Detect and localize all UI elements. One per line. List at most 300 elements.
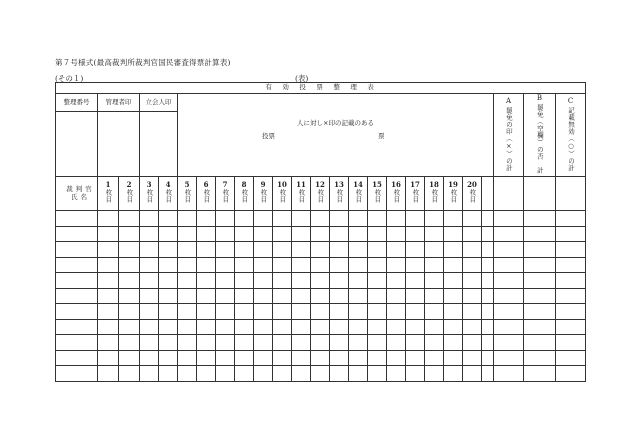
table-cell[interactable]	[98, 242, 119, 258]
table-cell[interactable]	[254, 350, 273, 366]
table-cell[interactable]	[524, 350, 556, 366]
table-cell[interactable]	[178, 257, 197, 273]
table-cell[interactable]	[292, 335, 311, 351]
table-cell[interactable]	[273, 257, 292, 273]
table-cell[interactable]	[349, 319, 368, 335]
table-cell[interactable]	[98, 226, 119, 242]
table-cell[interactable]	[349, 211, 368, 227]
table-cell[interactable]	[159, 335, 178, 351]
table-cell[interactable]	[463, 319, 482, 335]
vote-count-suffix: 枚目	[145, 189, 154, 204]
table-cell[interactable]	[330, 366, 349, 382]
part-label: (その１)	[55, 74, 84, 83]
table-cell[interactable]	[119, 257, 140, 273]
table-cell[interactable]	[56, 257, 98, 273]
table-cell[interactable]	[425, 226, 444, 242]
table-cell[interactable]	[273, 304, 292, 320]
table-cell[interactable]	[56, 366, 98, 382]
table-cell[interactable]	[463, 273, 482, 289]
table-cell[interactable]	[494, 288, 524, 304]
table-cell[interactable]	[292, 257, 311, 273]
vote-number-header	[444, 177, 463, 211]
table-cell[interactable]	[119, 226, 140, 242]
table-cell[interactable]	[197, 211, 216, 227]
table-cell[interactable]	[119, 335, 140, 351]
table-cell[interactable]	[56, 226, 98, 242]
table-cell[interactable]	[406, 319, 425, 335]
table-cell[interactable]	[178, 319, 197, 335]
table-cell[interactable]	[178, 335, 197, 351]
table-cell[interactable]	[159, 226, 178, 242]
table-cell[interactable]	[178, 350, 197, 366]
table-cell[interactable]	[140, 288, 159, 304]
table-cell[interactable]	[368, 366, 387, 382]
table-cell[interactable]	[425, 242, 444, 258]
table-cell[interactable]	[119, 350, 140, 366]
table-cell[interactable]	[197, 242, 216, 258]
table-cell[interactable]	[425, 211, 444, 227]
table-cell[interactable]	[368, 257, 387, 273]
table-cell[interactable]	[216, 335, 235, 351]
table-cell[interactable]	[494, 319, 524, 335]
table-cell[interactable]	[368, 288, 387, 304]
table-cell[interactable]	[56, 288, 98, 304]
table-cell[interactable]	[254, 366, 273, 382]
table-cell[interactable]	[273, 211, 292, 227]
table-cell[interactable]	[494, 242, 524, 258]
table-cell[interactable]	[311, 350, 330, 366]
table-cell[interactable]	[197, 226, 216, 242]
table-cell[interactable]	[159, 257, 178, 273]
table-cell[interactable]	[98, 304, 119, 320]
table-cell[interactable]	[98, 211, 119, 227]
table-cell[interactable]	[197, 304, 216, 320]
table-cell[interactable]	[140, 257, 159, 273]
table-cell[interactable]	[292, 226, 311, 242]
table-cell[interactable]	[216, 304, 235, 320]
table-cell[interactable]	[406, 350, 425, 366]
table-cell[interactable]	[119, 211, 140, 227]
table-cell[interactable]	[98, 288, 119, 304]
table-cell[interactable]	[254, 242, 273, 258]
table-cell[interactable]	[425, 273, 444, 289]
table-cell[interactable]	[178, 226, 197, 242]
table-cell[interactable]	[463, 288, 482, 304]
table-cell[interactable]	[98, 335, 119, 351]
table-cell[interactable]	[494, 211, 524, 227]
table-cell[interactable]	[119, 273, 140, 289]
table-cell[interactable]	[482, 350, 494, 366]
table-cell[interactable]	[482, 273, 494, 289]
marked-votes-line1: 人に対し×印の記載のある	[297, 119, 374, 127]
table-cell[interactable]	[387, 257, 406, 273]
table-cell[interactable]	[254, 319, 273, 335]
vote-count-suffix: 枚目	[202, 189, 211, 204]
vote-count-suffix: 枚目	[278, 189, 287, 204]
table-cell[interactable]	[425, 257, 444, 273]
table-cell[interactable]	[330, 257, 349, 273]
table-cell[interactable]	[368, 226, 387, 242]
table-cell[interactable]	[368, 319, 387, 335]
table-cell[interactable]	[494, 366, 524, 382]
judge-name-label-1: 裁判官	[66, 185, 95, 194]
table-cell[interactable]	[368, 273, 387, 289]
table-cell[interactable]	[524, 257, 556, 273]
table-cell[interactable]	[330, 242, 349, 258]
table-cell[interactable]	[273, 335, 292, 351]
table-cell[interactable]	[140, 304, 159, 320]
table-cell[interactable]	[140, 335, 159, 351]
table-cell[interactable]	[311, 319, 330, 335]
vote-number-header	[197, 177, 216, 211]
table-cell[interactable]	[425, 288, 444, 304]
table-cell[interactable]	[406, 257, 425, 273]
seiri-bango-cell	[56, 111, 98, 176]
table-cell[interactable]	[98, 257, 119, 273]
table-cell[interactable]	[349, 304, 368, 320]
table-cell[interactable]	[292, 242, 311, 258]
table-cell[interactable]	[330, 319, 349, 335]
table-cell[interactable]	[273, 273, 292, 289]
table-cell[interactable]	[368, 350, 387, 366]
table-cell[interactable]	[56, 319, 98, 335]
table-cell[interactable]	[273, 319, 292, 335]
table-cell[interactable]	[197, 273, 216, 289]
table-cell[interactable]	[98, 350, 119, 366]
table-cell[interactable]	[482, 288, 494, 304]
table-cell[interactable]	[349, 242, 368, 258]
table-cell[interactable]	[56, 211, 98, 227]
table-cell[interactable]	[463, 211, 482, 227]
table-cell[interactable]	[235, 350, 254, 366]
table-cell[interactable]	[406, 335, 425, 351]
table-cell[interactable]	[556, 366, 586, 382]
table-cell[interactable]	[330, 273, 349, 289]
table-cell[interactable]	[482, 257, 494, 273]
table-cell[interactable]	[292, 273, 311, 289]
table-cell[interactable]	[556, 211, 586, 227]
table-cell[interactable]	[235, 335, 254, 351]
vote-number-header	[119, 177, 140, 211]
table-cell[interactable]	[235, 211, 254, 227]
table-cell[interactable]	[387, 288, 406, 304]
table-cell[interactable]	[387, 273, 406, 289]
table-cell[interactable]	[330, 211, 349, 227]
column-c-letter: C	[567, 96, 574, 105]
table-cell[interactable]	[463, 242, 482, 258]
table-cell[interactable]	[311, 211, 330, 227]
table-cell[interactable]	[273, 288, 292, 304]
table-cell[interactable]	[524, 366, 556, 382]
table-cell[interactable]	[159, 366, 178, 382]
table-cell[interactable]	[482, 304, 494, 320]
table-cell[interactable]	[494, 257, 524, 273]
table-cell[interactable]	[556, 242, 586, 258]
vote-number-header	[235, 177, 254, 211]
table-cell[interactable]	[292, 366, 311, 382]
table-cell[interactable]	[311, 242, 330, 258]
table-cell[interactable]	[159, 319, 178, 335]
table-cell[interactable]	[463, 350, 482, 366]
table-cell[interactable]	[406, 211, 425, 227]
blank-header-cell	[524, 177, 556, 211]
table-cell[interactable]	[444, 304, 463, 320]
table-cell[interactable]	[292, 288, 311, 304]
table-cell[interactable]	[216, 288, 235, 304]
table-cell[interactable]	[556, 335, 586, 351]
table-cell[interactable]	[556, 226, 586, 242]
table-cell[interactable]	[444, 319, 463, 335]
table-cell[interactable]	[444, 288, 463, 304]
table-cell[interactable]	[254, 304, 273, 320]
table-cell[interactable]	[292, 350, 311, 366]
table-cell[interactable]	[197, 288, 216, 304]
table-cell[interactable]	[444, 335, 463, 351]
table-cell[interactable]	[387, 304, 406, 320]
table-cell[interactable]	[463, 366, 482, 382]
vote-number: 4	[165, 180, 171, 190]
table-cell[interactable]	[197, 319, 216, 335]
table-cell[interactable]	[406, 273, 425, 289]
table-cell[interactable]	[178, 288, 197, 304]
tachiainin-in-header: 立会人印	[140, 94, 178, 112]
table-cell[interactable]	[425, 304, 444, 320]
table-cell[interactable]	[494, 304, 524, 320]
table-cell[interactable]	[159, 350, 178, 366]
table-cell[interactable]	[387, 211, 406, 227]
table-cell[interactable]	[216, 319, 235, 335]
table-cell[interactable]	[406, 366, 425, 382]
table-cell[interactable]	[273, 366, 292, 382]
table-cell[interactable]	[98, 366, 119, 382]
table-cell[interactable]	[311, 273, 330, 289]
table-cell[interactable]	[216, 350, 235, 366]
table-cell[interactable]	[56, 242, 98, 258]
table-cell[interactable]	[494, 335, 524, 351]
table-cell[interactable]	[463, 226, 482, 242]
table-cell[interactable]	[235, 242, 254, 258]
table-cell[interactable]	[273, 350, 292, 366]
table-cell[interactable]	[119, 288, 140, 304]
table-cell[interactable]	[197, 257, 216, 273]
table-cell[interactable]	[524, 335, 556, 351]
table-cell[interactable]	[556, 257, 586, 273]
table-cell[interactable]	[273, 226, 292, 242]
table-cell[interactable]	[140, 226, 159, 242]
table-cell[interactable]	[178, 211, 197, 227]
table-cell[interactable]	[235, 304, 254, 320]
table-cell[interactable]	[368, 211, 387, 227]
table-cell[interactable]	[349, 257, 368, 273]
table-cell[interactable]	[273, 242, 292, 258]
table-cell[interactable]	[330, 226, 349, 242]
table-cell[interactable]	[387, 319, 406, 335]
table-cell[interactable]	[330, 304, 349, 320]
table-cell[interactable]	[216, 211, 235, 227]
table-cell[interactable]	[406, 288, 425, 304]
judge-name-header	[56, 177, 98, 211]
table-cell[interactable]	[482, 211, 494, 227]
table-cell[interactable]	[349, 350, 368, 366]
table-cell[interactable]	[524, 304, 556, 320]
table-cell[interactable]	[178, 273, 197, 289]
table-cell[interactable]	[311, 226, 330, 242]
table-cell[interactable]	[368, 304, 387, 320]
table-cell[interactable]	[368, 242, 387, 258]
table-cell[interactable]	[235, 319, 254, 335]
table-cell[interactable]	[349, 335, 368, 351]
table-cell[interactable]	[556, 350, 586, 366]
table-cell[interactable]	[292, 319, 311, 335]
table-cell[interactable]	[330, 288, 349, 304]
table-cell[interactable]	[140, 366, 159, 382]
table-cell[interactable]	[349, 288, 368, 304]
table-cell[interactable]	[444, 242, 463, 258]
vote-count-suffix: 枚目	[221, 189, 230, 204]
table-cell[interactable]	[178, 304, 197, 320]
vote-count-suffix: 枚目	[392, 189, 401, 204]
table-cell[interactable]	[56, 350, 98, 366]
table-cell[interactable]	[159, 211, 178, 227]
table-cell[interactable]	[140, 273, 159, 289]
table-cell[interactable]	[482, 335, 494, 351]
table-cell[interactable]	[425, 366, 444, 382]
table-cell[interactable]	[524, 226, 556, 242]
table-cell[interactable]	[463, 304, 482, 320]
table-cell[interactable]	[140, 319, 159, 335]
table-cell[interactable]	[98, 319, 119, 335]
table-cell[interactable]	[235, 226, 254, 242]
table-row	[56, 335, 586, 351]
table-cell[interactable]	[159, 273, 178, 289]
table-cell[interactable]	[197, 366, 216, 382]
table-cell[interactable]	[140, 350, 159, 366]
table-cell[interactable]	[444, 350, 463, 366]
table-cell[interactable]	[444, 211, 463, 227]
table-cell[interactable]	[98, 273, 119, 289]
table-cell[interactable]	[406, 242, 425, 258]
table-cell[interactable]	[292, 304, 311, 320]
table-cell[interactable]	[524, 319, 556, 335]
table-cell[interactable]	[56, 304, 98, 320]
table-cell[interactable]	[463, 257, 482, 273]
table-cell[interactable]	[216, 366, 235, 382]
table-cell[interactable]	[330, 350, 349, 366]
table-cell[interactable]	[425, 350, 444, 366]
table-cell[interactable]	[56, 335, 98, 351]
table-cell[interactable]	[159, 304, 178, 320]
table-cell[interactable]	[444, 226, 463, 242]
table-cell[interactable]	[349, 226, 368, 242]
table-cell[interactable]	[119, 366, 140, 382]
table-cell[interactable]	[254, 288, 273, 304]
table-cell[interactable]	[292, 211, 311, 227]
table-cell[interactable]	[556, 273, 586, 289]
table-cell[interactable]	[330, 335, 349, 351]
table-cell[interactable]	[216, 242, 235, 258]
table-cell[interactable]	[463, 335, 482, 351]
table-cell[interactable]	[311, 335, 330, 351]
table-cell[interactable]	[425, 319, 444, 335]
table-cell[interactable]	[349, 273, 368, 289]
table-cell[interactable]	[197, 350, 216, 366]
table-cell[interactable]	[235, 273, 254, 289]
table-cell[interactable]	[387, 335, 406, 351]
table-cell[interactable]	[216, 273, 235, 289]
blank-header-cell	[556, 177, 586, 211]
table-cell[interactable]	[235, 288, 254, 304]
table-cell[interactable]	[494, 273, 524, 289]
table-cell[interactable]	[254, 273, 273, 289]
table-cell[interactable]	[524, 211, 556, 227]
table-cell[interactable]	[254, 211, 273, 227]
table-cell[interactable]	[494, 226, 524, 242]
marked-votes-line3: 票	[378, 132, 385, 140]
table-cell[interactable]	[235, 257, 254, 273]
table-cell[interactable]	[349, 366, 368, 382]
table-cell[interactable]	[387, 242, 406, 258]
table-cell[interactable]	[556, 304, 586, 320]
table-cell[interactable]	[524, 273, 556, 289]
table-cell[interactable]	[119, 319, 140, 335]
table-cell[interactable]	[524, 242, 556, 258]
table-cell[interactable]	[444, 366, 463, 382]
table-cell[interactable]	[387, 350, 406, 366]
table-cell[interactable]	[406, 304, 425, 320]
vote-count-suffix: 枚目	[468, 189, 477, 204]
table-cell[interactable]	[494, 350, 524, 366]
table-cell[interactable]	[368, 335, 387, 351]
table-cell[interactable]	[216, 226, 235, 242]
table-cell[interactable]	[444, 273, 463, 289]
table-cell[interactable]	[178, 242, 197, 258]
table-cell[interactable]	[311, 257, 330, 273]
table-cell[interactable]	[556, 319, 586, 335]
table-cell[interactable]	[556, 288, 586, 304]
table-cell[interactable]	[178, 366, 197, 382]
table-cell[interactable]	[387, 366, 406, 382]
table-cell[interactable]	[140, 211, 159, 227]
table-cell[interactable]	[254, 257, 273, 273]
table-cell[interactable]	[159, 288, 178, 304]
table-cell[interactable]	[482, 319, 494, 335]
table-cell[interactable]	[119, 304, 140, 320]
table-cell[interactable]	[254, 335, 273, 351]
table-cell[interactable]	[197, 335, 216, 351]
table-cell[interactable]	[311, 288, 330, 304]
table-cell[interactable]	[254, 226, 273, 242]
table-cell[interactable]	[56, 273, 98, 289]
form-title: 第７号様式(最高裁判所裁判官国民審査得票計算表)	[55, 58, 231, 67]
vote-number-header	[330, 177, 349, 211]
table-cell[interactable]	[140, 242, 159, 258]
table-cell[interactable]	[216, 257, 235, 273]
table-cell[interactable]	[387, 226, 406, 242]
table-cell[interactable]	[482, 226, 494, 242]
table-cell[interactable]	[159, 242, 178, 258]
table-cell[interactable]	[425, 335, 444, 351]
table-cell[interactable]	[311, 366, 330, 382]
table-cell[interactable]	[524, 288, 556, 304]
table-cell[interactable]	[444, 257, 463, 273]
table-cell[interactable]	[406, 226, 425, 242]
vote-number-header	[292, 177, 311, 211]
table-cell[interactable]	[235, 366, 254, 382]
table-cell[interactable]	[482, 242, 494, 258]
table-cell[interactable]	[482, 366, 494, 382]
table-cell[interactable]	[311, 304, 330, 320]
table-cell[interactable]	[119, 242, 140, 258]
